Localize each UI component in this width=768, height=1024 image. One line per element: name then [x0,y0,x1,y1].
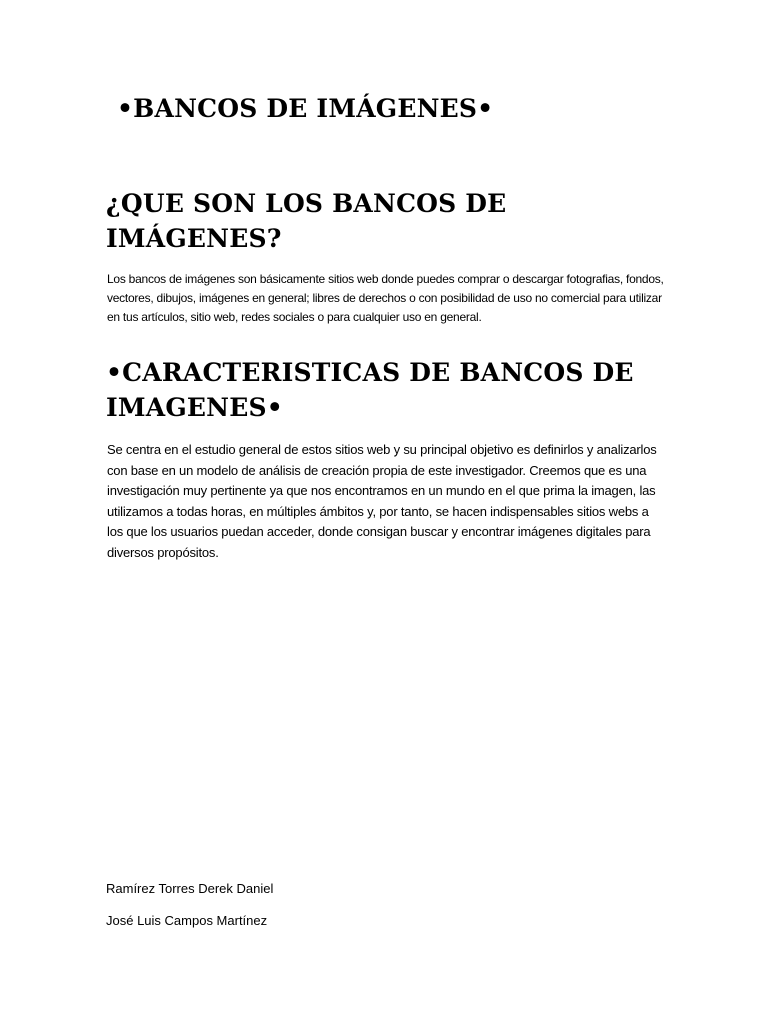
section-body-que-son: Los bancos de imágenes son básicamente sitios web donde puedes comprar o descargar fotografias, fondos, vectores, dibujos, imágenes en general; libres de derechos o con posibilidad de uso no comercial para utilizar en tus artículos, sitio web, redes sociales o para cualquier uso en general. [107,272,664,324]
section-heading-caracteristicas: •CARACTERISTICAS DE BANCOS DE IMAGENES• [106,358,634,422]
section-heading-que-son: ¿QUE SON LOS BANCOS DE IMÁGENES? [106,189,507,253]
document-title: •BANCOS DE IMÁGENES• [117,94,494,123]
author-name: José Luis Campos Martínez [106,913,268,928]
section-body-caracteristicas: Se centra en el estudio general de estos sitios web y su principal objetivo es definirlos y analizarlos con base en un modelo de análisis de creación propia de este investigador. Creemos que es una investigación muy pertinente ya que nos encontramos en un mundo en el que prima la imagen, las utilizamos a todas horas, en múltiples ámbitos y, por tanto, se hacen indispensables sitios webs a los que los usuarios puedan acceder, donde consigan buscar y encontrar imágenes digitales para diversos propósitos. [107,442,657,560]
author-name: Ramírez Torres Derek Daniel [106,881,274,896]
